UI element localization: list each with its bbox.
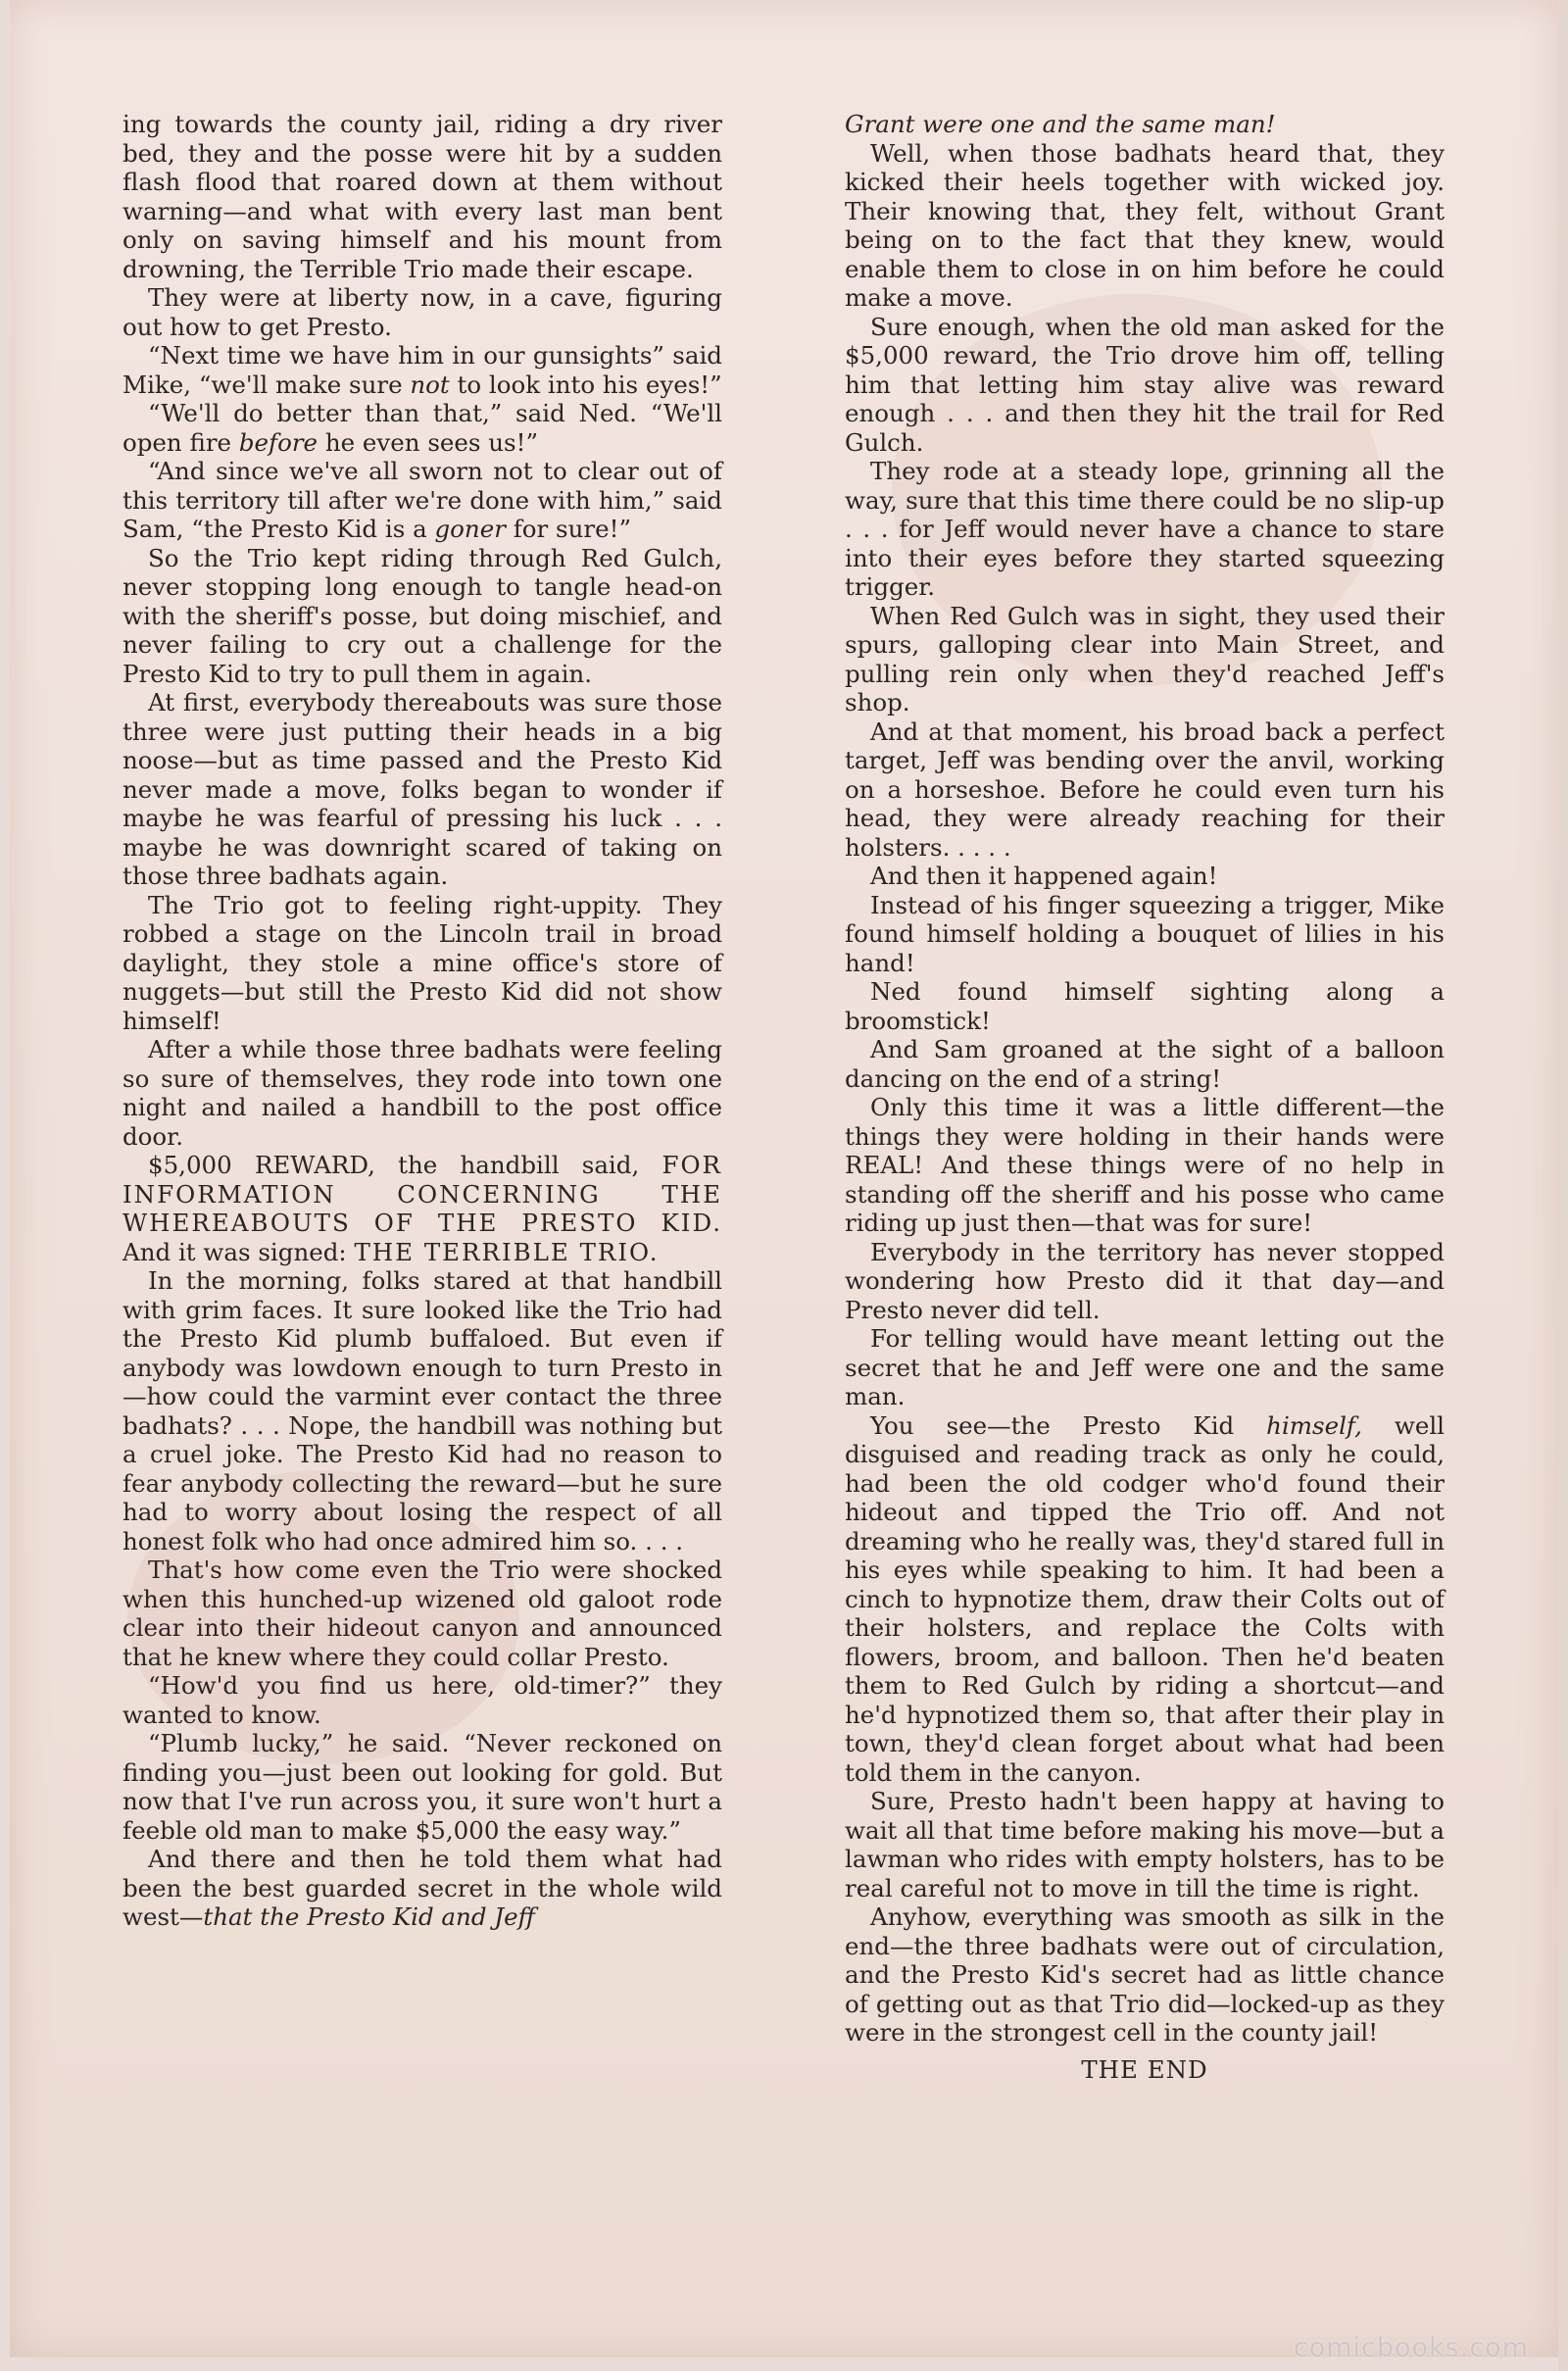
story-paragraph bbox=[122, 544, 722, 689]
story-paragraph bbox=[122, 399, 722, 457]
paragraph-text: ing towards the county jail, riding a dry river bed, they and the posse were hit by a sudden flash flood that roared down at them without warning—and what with every last man bent only on saving himself and his mount from drowning, the Terrible Trio made their escape. bbox=[122, 110, 722, 283]
paragraph-text: That's how come even the Trio were shocked when this hunched-up wizened old galoot rode clear into their hideout canyon and announced that he knew where they could collar Presto. bbox=[122, 1556, 722, 1671]
paragraph-text: After a while those three badhats were feeling so sure of themselves, they rode into town one night and nailed a handbill to the post office door. bbox=[122, 1035, 722, 1151]
paragraph-text: Sure, Presto hadn't been happy at having to wait all that time before making his move—but a lawman who rides with empty holsters, has to be real careful not to move in till the time is right. bbox=[845, 1787, 1445, 1902]
story-paragraph bbox=[845, 457, 1445, 602]
story-paragraph bbox=[845, 977, 1445, 1035]
paragraph-text: And Sam groaned at the sight of a balloon dancing on the end of a string! bbox=[845, 1035, 1445, 1093]
paragraph-text: In the morning, folks stared at that handbill with grim faces. It sure looked like the Trio had the Presto Kid plumb buffaloed. But even if anybody was lowdown enough to turn Presto in—how could the varmint ever contact the three badhats? . . . Nope, the handbill was nothing but a cruel joke. The Presto Kid had no reason to fear anybody collecting the reward—but he sure had to worry about losing the respect of all honest folk who had once admired him so. . . . bbox=[122, 1266, 722, 1556]
paragraph-text: Instead of his finger squeezing a trigger, Mike found himself holding a bouquet of lilies in his hand! bbox=[845, 890, 1445, 977]
right-text-column bbox=[845, 110, 1445, 2084]
story-paragraph bbox=[845, 1093, 1445, 1238]
paragraph-text: FOR INFORMATION CONCERNING THE WHEREABOUTS OF THE PRESTO KID. bbox=[122, 1151, 722, 1237]
story-paragraph bbox=[122, 688, 722, 891]
paragraph-text: For telling would have meant letting out the secret that he and Jeff were one and the same man. bbox=[845, 1324, 1445, 1410]
story-paragraph bbox=[845, 1238, 1445, 1325]
page-edge bbox=[1558, 0, 1568, 2371]
paragraph-text: before bbox=[238, 427, 318, 457]
paragraph-text: When Red Gulch was in sight, they used their spurs, galloping clear into Main Street, and pulling rein only when they'd reached Jeff's shop. bbox=[845, 601, 1445, 716]
story-paragraph bbox=[122, 1671, 722, 1729]
paragraph-text: “Plumb lucky,” he said. “Never reckoned on finding you—just been out looking for gold. But now that I've run across you, it sure won't hurt a feeble old man to make $5,000 the easy way.” bbox=[122, 1729, 722, 1845]
story-paragraph bbox=[845, 110, 1445, 139]
the-end-label: THE END bbox=[1081, 2054, 1208, 2084]
paragraph-text: Sure enough, when the old man asked for the $5,000 reward, the Trio drove him off, telling him that letting him stay alive was reward enough . . . and then they hit the trail for Red Gulch. bbox=[845, 312, 1445, 457]
story-paragraph bbox=[122, 1556, 722, 1671]
story-paragraph bbox=[122, 341, 722, 399]
left-text-column bbox=[122, 110, 722, 1932]
paragraph-text: Ned found himself sighting along a broomstick! bbox=[845, 977, 1445, 1035]
paragraph-text: And at that moment, his broad back a perfect target, Jeff was bending over the anvil, working on a horseshoe. Before he could even turn his head, they were already reaching for their holsters. . . . . bbox=[845, 716, 1445, 862]
paragraph-text: himself, bbox=[1266, 1410, 1362, 1440]
paragraph-text: to look into his eyes!” bbox=[449, 370, 722, 399]
paragraph-text: At first, everybody thereabouts was sure those three were just putting their heads in a big noose—but as time passed and the Presto Kid never made a move, folks began to wonder if maybe he was fearful of pressing his luck . . . maybe he was downright scared of taking on those three badhats again. bbox=[122, 688, 722, 890]
story-paragraph bbox=[845, 717, 1445, 863]
paragraph-text: Only this time it was a little different—the things they were holding in their hands were REAL! And these things were of no help in standing off the sheriff and his posse who came riding up just then—that was for sure! bbox=[845, 1093, 1445, 1237]
story-paragraph bbox=[845, 862, 1445, 891]
story-paragraph bbox=[122, 110, 722, 283]
story-paragraph bbox=[122, 1266, 722, 1556]
paragraph-text: Anyhow, everything was smooth as silk in the end—the three badhats were out of circulation, and the Presto Kid's secret had as little chance of getting out as that Trio did—locked-up as they were in the strongest cell in the county jail! bbox=[845, 1902, 1445, 2047]
paragraph-text: that the Presto Kid and Jeff bbox=[203, 1902, 535, 1931]
paragraph-text: goner bbox=[434, 515, 506, 543]
paragraph-text: And it was signed: bbox=[122, 1237, 355, 1266]
story-paragraph bbox=[122, 1035, 722, 1151]
paragraph-text: Everybody in the territory has never stopped wondering how Presto did it that day—and Presto never did tell. bbox=[845, 1237, 1445, 1324]
paragraph-text: They were at liberty now, in a cave, figuring out how to get Presto. bbox=[122, 283, 722, 341]
story-paragraph bbox=[845, 139, 1445, 313]
paragraph-text: “And since we've all sworn not to clear out of this territory till after we're done with him,” said Sam, “the Presto Kid is a bbox=[122, 457, 722, 543]
paragraph-text: THE TERRIBLE TRIO. bbox=[354, 1237, 660, 1266]
paragraph-text: And then it happened again! bbox=[870, 862, 1218, 890]
story-paragraph bbox=[122, 283, 722, 341]
paragraph-text: “How'd you find us here, old-timer?” they wanted to know. bbox=[122, 1671, 722, 1729]
paragraph-text: well disguised and reading track as only he could, had been the old codger who'd found their hideout and tipped the Trio off. And not dreaming who he really was, they'd stared full in his eyes while speaking to him. It had been a cinch to hypnotize them, draw their Colts out of their holsters, and replace the Colts with flowers, broom, and balloon. Then he'd beaten them to Red Gulch by riding a shortcut—and he'd hypnotized them so, that after their play in town, they'd clean forget about what had been told them in the canyon. bbox=[845, 1410, 1445, 1787]
story-page bbox=[10, 0, 1558, 2357]
story-paragraph bbox=[122, 457, 722, 544]
story-paragraph bbox=[845, 1324, 1445, 1411]
paragraph-text: The Trio got to feeling right-uppity. They robbed a stage on the Lincoln trail in broad daylight, they stole a mine office's store of nuggets—but still the Presto Kid did not show himself! bbox=[122, 890, 722, 1035]
story-paragraph bbox=[122, 1151, 722, 1266]
story-paragraph bbox=[845, 1787, 1445, 1902]
story-paragraph bbox=[845, 1902, 1445, 2048]
paragraph-text: And there and then he told them what had been the best guarded secret in the whole wild west— bbox=[122, 1845, 722, 1931]
story-paragraph bbox=[845, 602, 1445, 717]
paragraph-text: for sure!” bbox=[505, 515, 631, 543]
paragraph-text: They rode at a steady lope, grinning all the way, sure that this time there could be no slip-up . . . for Jeff would never have a chance to stare into their eyes before they started squeezing trigger. bbox=[845, 457, 1445, 601]
paragraph-text: “Next time we have him in our gunsights” said Mike, “we'll make sure bbox=[122, 341, 722, 399]
story-paragraph bbox=[845, 1411, 1445, 1788]
paragraph-text: not bbox=[410, 370, 450, 399]
watermark: comicbooks.com bbox=[1293, 2333, 1529, 2363]
paragraph-text: he even sees us!” bbox=[318, 427, 538, 457]
story-paragraph bbox=[845, 1035, 1445, 1093]
paragraph-text: You see—the Presto Kid bbox=[870, 1410, 1267, 1440]
story-paragraph bbox=[122, 1729, 722, 1845]
story-paragraph bbox=[845, 313, 1445, 458]
story-paragraph bbox=[845, 891, 1445, 978]
story-paragraph bbox=[122, 891, 722, 1036]
paragraph-text: Grant were one and the same man! bbox=[845, 110, 1276, 138]
paragraph-text: Well, when those badhats heard that, they kicked their heels together with wicked joy. Their knowing that, they felt, without Grant being on to the fact that they knew, would enable them to close in on him before he could make a move. bbox=[845, 138, 1445, 312]
paragraph-text: So the Trio kept riding through Red Gulch, never stopping long enough to tangle head-on with the sheriff's posse, but doing mischief, and never failing to cry out a challenge for the Presto Kid to try to pull them in again. bbox=[122, 543, 722, 688]
story-paragraph bbox=[122, 1845, 722, 1932]
paragraph-text: “We'll do better than that,” said Ned. “We'll open fire bbox=[122, 399, 722, 457]
paragraph-text: $5,000 REWARD, the handbill said, bbox=[148, 1151, 662, 1179]
